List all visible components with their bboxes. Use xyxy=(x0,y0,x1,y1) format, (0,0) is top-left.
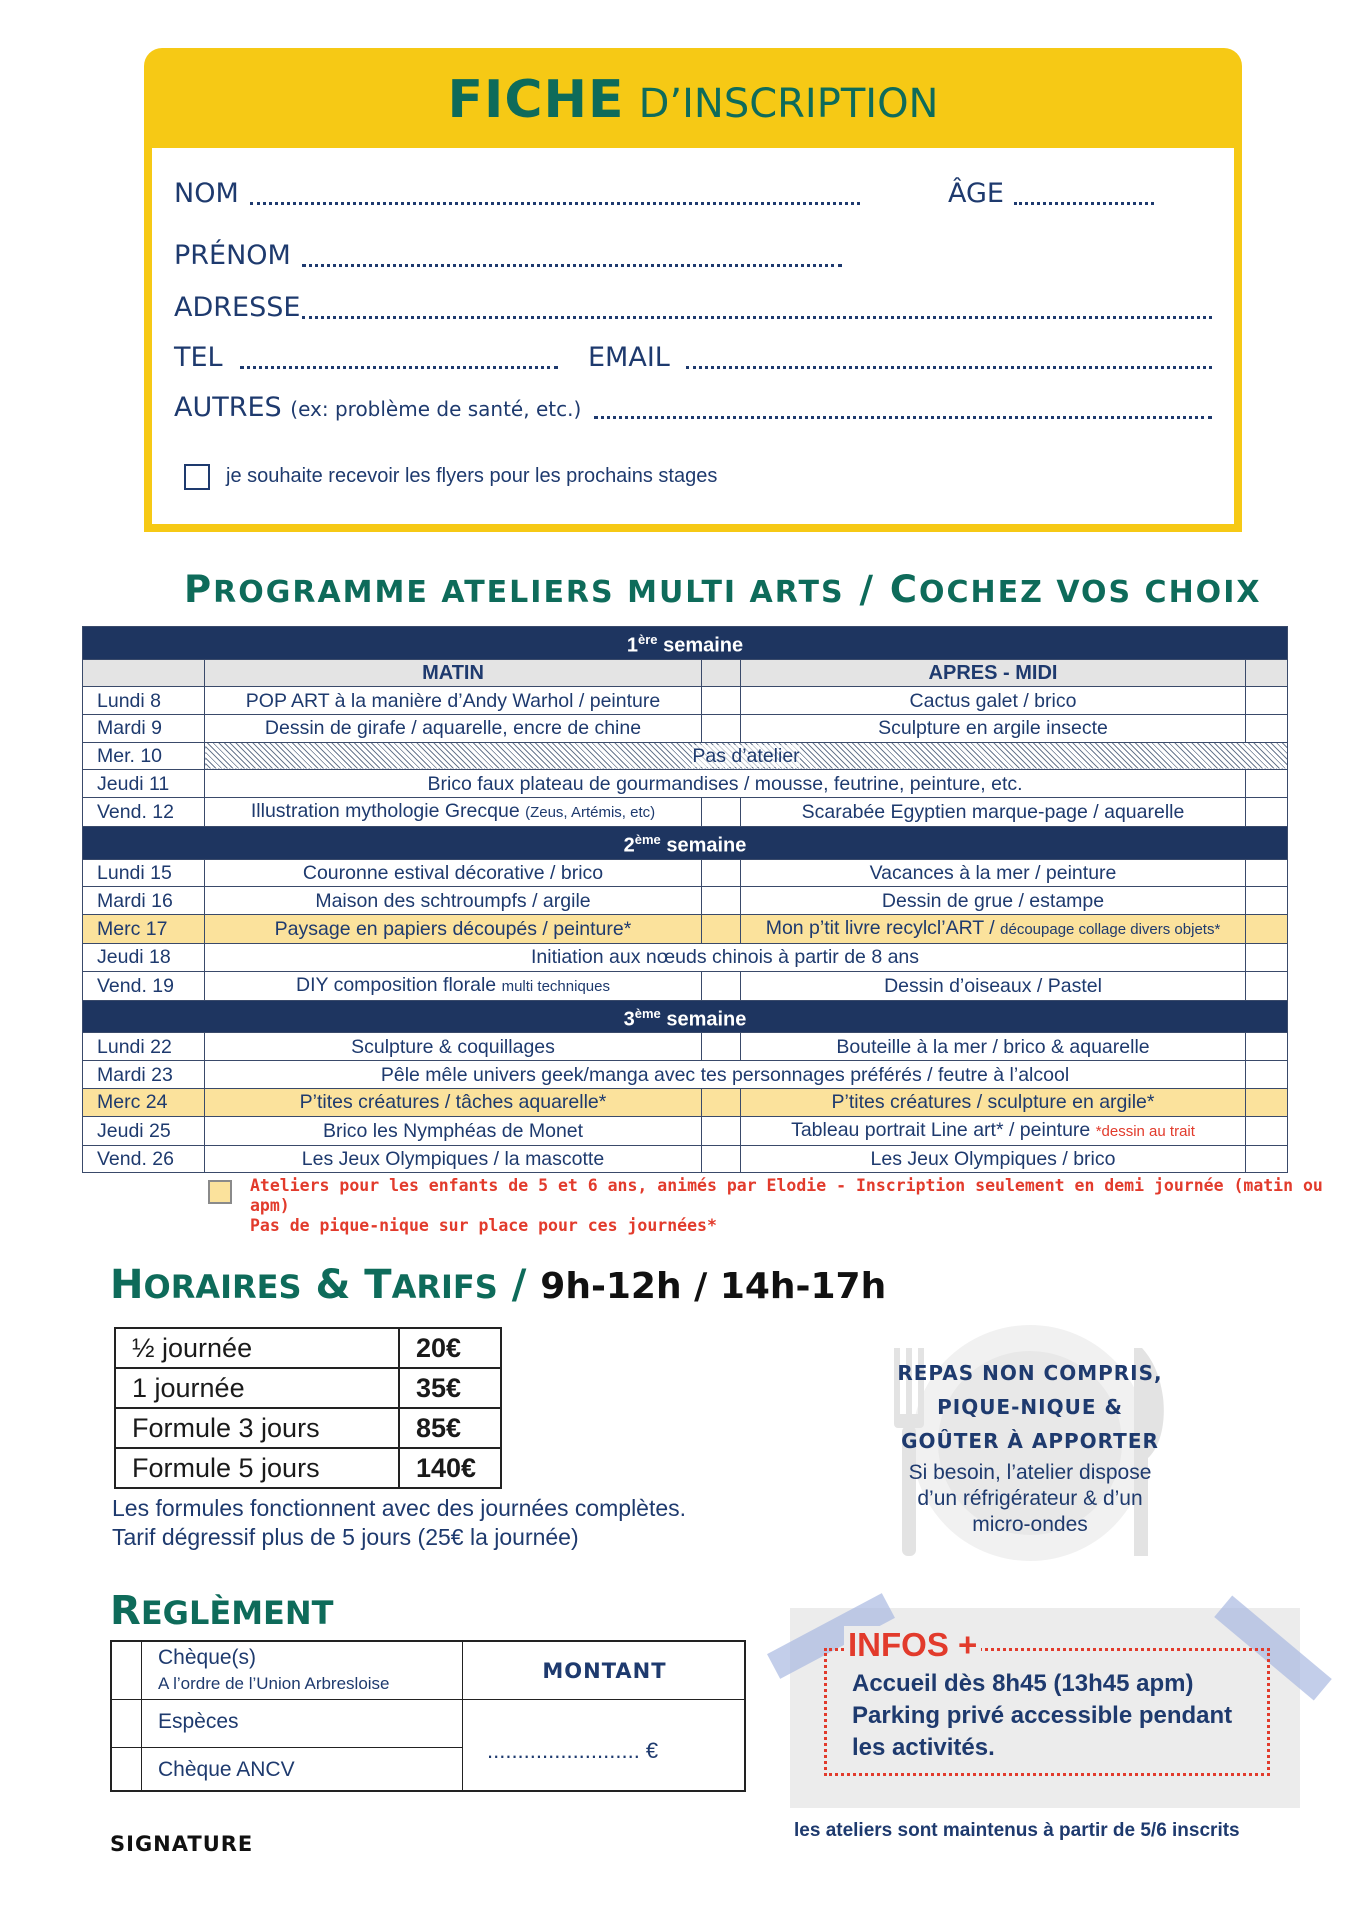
am-checkbox[interactable] xyxy=(702,887,741,915)
am-activity: Les Jeux Olympiques / la mascotte xyxy=(205,1145,702,1173)
pm-activity xyxy=(741,915,1246,944)
tel-field[interactable] xyxy=(240,365,558,369)
montant-column xyxy=(462,1642,746,1790)
tarif-note-1: Les formules fonctionnent avec des journées complètes. xyxy=(112,1495,687,1521)
day-cell: Mardi 16 xyxy=(83,887,205,915)
full-day-checkbox[interactable] xyxy=(1246,770,1288,798)
legend-swatch xyxy=(208,1180,232,1204)
email-label: EMAIL xyxy=(588,342,670,373)
reglement-heading-rest: EGLÈMENT xyxy=(140,1594,334,1632)
price-row xyxy=(115,1408,501,1448)
price-label: Formule 5 jours xyxy=(115,1448,399,1488)
price-amount: 140€ xyxy=(399,1448,501,1488)
header-check-pm xyxy=(1246,659,1288,687)
pm-activity: Bouteille à la mer / brico & aquarelle xyxy=(741,1033,1246,1061)
table-row xyxy=(83,1061,1288,1089)
prenom-label: PRÉNOM xyxy=(174,240,291,271)
day-cell: Lundi 22 xyxy=(83,1033,205,1061)
table-row xyxy=(83,915,1288,944)
week-label: semaine xyxy=(666,834,747,857)
pm-activity: Scarabée Egyptien marque-page / aquarelle xyxy=(741,798,1246,827)
repas-note-3: micro-ondes xyxy=(972,1513,1088,1536)
registration-form xyxy=(152,148,1234,524)
flyer-label: je souhaite recevoir les flyers pour les prochains stages xyxy=(226,465,718,487)
am-activity xyxy=(205,971,702,1000)
day-cell: Vend. 12 xyxy=(83,798,205,827)
am-activity-note: (Zeus, Artémis, etc) xyxy=(525,804,656,822)
pm-checkbox[interactable] xyxy=(1246,1033,1288,1061)
am-checkbox[interactable] xyxy=(702,687,741,715)
tarif-notes xyxy=(112,1494,686,1552)
pm-activity: Dessin de grue / estampe xyxy=(741,887,1246,915)
price-amount: 85€ xyxy=(399,1408,501,1448)
adresse-label: ADRESSE xyxy=(174,292,301,323)
repas-note xyxy=(880,1460,1180,1538)
am-activity: P’tites créatures / tâches aquarelle* xyxy=(205,1088,702,1116)
day-cell: Jeudi 25 xyxy=(83,1116,205,1145)
full-day-checkbox[interactable] xyxy=(1246,1061,1288,1089)
price-label: Formule 3 jours xyxy=(115,1408,399,1448)
pm-checkbox[interactable] xyxy=(1246,687,1288,715)
week-sup: ère xyxy=(638,632,658,647)
legend-line-2: Pas de pique-nique sur place pour ces journées* xyxy=(250,1216,717,1235)
autres-text: AUTRES xyxy=(174,392,282,423)
header-afternoon: APRES - MIDI xyxy=(741,659,1246,687)
pm-checkbox[interactable] xyxy=(1246,1088,1288,1116)
no-workshop-text: Pas d’atelier xyxy=(692,745,800,768)
am-activity: Dessin de girafe / aquarelle, encre de chine xyxy=(205,715,702,743)
no-workshop-cell xyxy=(205,742,1288,770)
legend-text xyxy=(250,1176,1357,1236)
am-checkbox[interactable] xyxy=(702,1033,741,1061)
registration-panel xyxy=(144,48,1242,532)
email-field[interactable] xyxy=(686,365,1212,369)
am-activity-text: DIY composition florale xyxy=(296,973,497,996)
am-activity-note: multi techniques xyxy=(501,977,610,995)
age-field[interactable] xyxy=(1014,201,1154,205)
price-label: 1 journée xyxy=(115,1368,399,1408)
full-day-activity: Pêle mêle univers geek/manga avec tes personnages préférés / feutre à l’alcool xyxy=(205,1061,1246,1089)
table-row xyxy=(83,1145,1288,1173)
payment-row-ancv xyxy=(112,1748,462,1792)
table-row xyxy=(83,770,1288,798)
cheque-checkbox[interactable] xyxy=(112,1642,142,1699)
cheque-label: Chèque(s) xyxy=(158,1646,257,1669)
table-row xyxy=(83,798,1288,827)
am-activity: Couronne estival décorative / brico xyxy=(205,859,702,887)
age-label: ÂGE xyxy=(948,178,1004,209)
day-cell: Jeudi 18 xyxy=(83,944,205,972)
autres-field[interactable] xyxy=(594,415,1212,419)
payment-row-especes xyxy=(112,1700,462,1748)
table-row xyxy=(83,887,1288,915)
full-day-activity: Initiation aux nœuds chinois à partir de 8 ans xyxy=(205,944,1246,972)
nom-label: NOM xyxy=(174,178,239,209)
programme-heading-sep: / xyxy=(844,568,890,611)
table-row xyxy=(83,1116,1288,1145)
repas-title xyxy=(880,1356,1180,1458)
opening-hours: 9h-12h / 14h-17h xyxy=(540,1266,887,1307)
ancv-checkbox[interactable] xyxy=(112,1748,142,1792)
title-fiche: FICHE xyxy=(447,70,625,130)
week-sup: ème xyxy=(634,1005,661,1021)
payment-row-cheque xyxy=(112,1642,462,1700)
infos-line-3: les activités. xyxy=(852,1734,995,1761)
payment-table xyxy=(110,1640,746,1792)
especes-label: Espèces xyxy=(158,1710,239,1733)
am-checkbox[interactable] xyxy=(702,971,741,1000)
full-day-checkbox[interactable] xyxy=(1246,944,1288,972)
pm-activity-text: Mon p’tit livre recylcl’ART / xyxy=(765,917,995,940)
price-row xyxy=(115,1328,501,1368)
week-sup: ème xyxy=(634,832,661,848)
am-activity: Maison des schtroumpfs / argile xyxy=(205,887,702,915)
day-cell: Vend. 19 xyxy=(83,971,205,1000)
table-row xyxy=(83,1033,1288,1061)
week-header xyxy=(83,627,1288,660)
am-checkbox[interactable] xyxy=(702,915,741,944)
header-blank xyxy=(83,659,205,687)
signature-label: SIGNATURE xyxy=(110,1832,254,1856)
price-label: ½ journée xyxy=(115,1328,399,1368)
schedule-table xyxy=(82,626,1288,1173)
pm-activity-note: découpage collage divers objets* xyxy=(1000,921,1221,939)
heading-amp: & xyxy=(301,1262,365,1308)
full-day-activity: Brico faux plateau de gourmandises / mousse, feutrine, peinture, etc. xyxy=(205,770,1246,798)
header-morning: MATIN xyxy=(205,659,702,687)
am-activity: POP ART à la manière d’Andy Warhol / peinture xyxy=(205,687,702,715)
pm-checkbox[interactable] xyxy=(1246,1116,1288,1145)
day-cell: Merc 17 xyxy=(83,915,205,944)
infos-title: INFOS + xyxy=(844,1626,981,1664)
heading-slash: / xyxy=(497,1262,541,1308)
pm-checkbox[interactable] xyxy=(1246,798,1288,827)
infos-line-2: Parking privé accessible pendant xyxy=(852,1702,1233,1729)
cheque-order: A l’ordre de l’Union Arbresloise xyxy=(158,1674,390,1693)
programme-heading-c: C xyxy=(889,568,919,611)
day-cell: Mer. 10 xyxy=(83,742,205,770)
pm-checkbox[interactable] xyxy=(1246,971,1288,1000)
flyer-checkbox[interactable] xyxy=(184,464,210,490)
table-row xyxy=(83,944,1288,972)
week-num: 2 xyxy=(623,834,635,857)
day-cell: Lundi 8 xyxy=(83,687,205,715)
am-checkbox[interactable] xyxy=(702,715,741,743)
day-cell: Jeudi 11 xyxy=(83,770,205,798)
day-cell: Merc 24 xyxy=(83,1088,205,1116)
table-row xyxy=(83,687,1288,715)
programme-heading-p: P xyxy=(184,568,214,611)
price-amount: 20€ xyxy=(399,1328,501,1368)
infos-lines xyxy=(852,1668,1232,1764)
price-table xyxy=(114,1327,502,1489)
pm-checkbox[interactable] xyxy=(1246,859,1288,887)
am-activity xyxy=(205,798,702,827)
especes-checkbox[interactable] xyxy=(112,1700,142,1747)
pm-activity: Dessin d’oiseaux / Pastel xyxy=(741,971,1246,1000)
nom-field[interactable] xyxy=(250,201,860,205)
pm-activity: P’tites créatures / sculpture en argile* xyxy=(741,1088,1246,1116)
reglement-heading-r: R xyxy=(110,1588,141,1634)
registration-title xyxy=(144,70,1242,130)
heading-t: T xyxy=(364,1262,392,1308)
montant-header: MONTANT xyxy=(463,1642,746,1700)
repas-line-3: GOÛTER À APPORTER xyxy=(901,1429,1159,1453)
pm-activity: Cactus galet / brico xyxy=(741,687,1246,715)
day-cell: Vend. 26 xyxy=(83,1145,205,1173)
am-checkbox[interactable] xyxy=(702,859,741,887)
heading-t-rest: ARIFS xyxy=(391,1268,498,1306)
week-label: semaine xyxy=(663,634,744,657)
pm-activity-text: Tableau portrait Line art* / peinture xyxy=(791,1118,1091,1141)
am-activity: Sculpture & coquillages xyxy=(205,1033,702,1061)
pm-activity: Sculpture en argile insecte xyxy=(741,715,1246,743)
week-label: semaine xyxy=(666,1008,747,1031)
repas-note-1: Si besoin, l’atelier dispose xyxy=(908,1461,1152,1484)
am-checkbox[interactable] xyxy=(702,1088,741,1116)
pm-checkbox[interactable] xyxy=(1246,915,1288,944)
legend-line-1: Ateliers pour les enfants de 5 et 6 ans, animés par Elodie - Inscription seulement en demi journée (matin ou apm) xyxy=(250,1176,1323,1215)
minimum-participants-note: les ateliers sont maintenus à partir de 5/6 inscrits xyxy=(794,1820,1240,1841)
repas-note-2: d’un réfrigérateur & d’un xyxy=(917,1487,1143,1510)
tarifs-heading xyxy=(110,1262,886,1308)
week-num: 3 xyxy=(623,1008,635,1031)
infos-line-1: Accueil dès 8h45 (13h45 apm) xyxy=(852,1670,1194,1697)
montant-field[interactable]: ......................... € xyxy=(487,1738,659,1763)
tel-label: TEL xyxy=(174,342,223,373)
pm-checkbox[interactable] xyxy=(1246,1145,1288,1173)
tarif-note-2: Tarif dégressif plus de 5 jours (25€ la journée) xyxy=(112,1524,579,1550)
table-row xyxy=(83,742,1288,770)
am-checkbox[interactable] xyxy=(702,798,741,827)
header-check-am xyxy=(702,659,741,687)
programme-heading xyxy=(184,568,1261,611)
autres-note: (ex: problème de santé, etc.) xyxy=(290,397,582,421)
price-row xyxy=(115,1448,501,1488)
week-header xyxy=(83,1000,1288,1033)
programme-heading-rest: ROGRAMME ATELIERS MULTI ARTS xyxy=(213,575,845,610)
price-row xyxy=(115,1368,501,1408)
heading-h: H xyxy=(110,1262,144,1308)
tarifs-heading-title xyxy=(110,1262,540,1308)
am-activity: Brico les Nymphéas de Monet xyxy=(205,1116,702,1145)
pm-checkbox[interactable] xyxy=(1246,715,1288,743)
day-cell: Mardi 9 xyxy=(83,715,205,743)
pm-checkbox[interactable] xyxy=(1246,887,1288,915)
pm-activity xyxy=(741,1116,1246,1145)
pm-activity: Vacances à la mer / peinture xyxy=(741,859,1246,887)
am-checkbox[interactable] xyxy=(702,1145,741,1173)
am-checkbox[interactable] xyxy=(702,1116,741,1145)
am-activity-text: Illustration mythologie Grecque xyxy=(250,800,520,823)
week-header xyxy=(83,827,1288,860)
day-cell: Mardi 23 xyxy=(83,1061,205,1089)
infos-card xyxy=(790,1608,1300,1808)
repas-line-2: PIQUE-NIQUE & xyxy=(937,1395,1123,1419)
title-inscription: D’INSCRIPTION xyxy=(638,81,939,127)
autres-label xyxy=(174,392,581,423)
programme-heading-choix: OCHEZ VOS CHOIX xyxy=(919,575,1262,610)
pm-activity-note: *dessin au trait xyxy=(1095,1122,1195,1140)
table-row xyxy=(83,715,1288,743)
reglement-heading xyxy=(110,1588,334,1634)
week-num: 1 xyxy=(626,634,638,657)
prenom-field[interactable] xyxy=(302,263,842,267)
repas-line-1: REPAS NON COMPRIS, xyxy=(897,1361,1163,1385)
price-amount: 35€ xyxy=(399,1368,501,1408)
table-row xyxy=(83,859,1288,887)
table-row xyxy=(83,971,1288,1000)
pm-activity: Les Jeux Olympiques / brico xyxy=(741,1145,1246,1173)
day-cell: Lundi 15 xyxy=(83,859,205,887)
ancv-label: Chèque ANCV xyxy=(158,1758,295,1781)
adresse-field[interactable] xyxy=(302,315,1212,319)
table-row xyxy=(83,1088,1288,1116)
am-activity: Paysage en papiers découpés / peinture* xyxy=(205,915,702,944)
heading-h-rest: ORAIRES xyxy=(143,1268,302,1306)
